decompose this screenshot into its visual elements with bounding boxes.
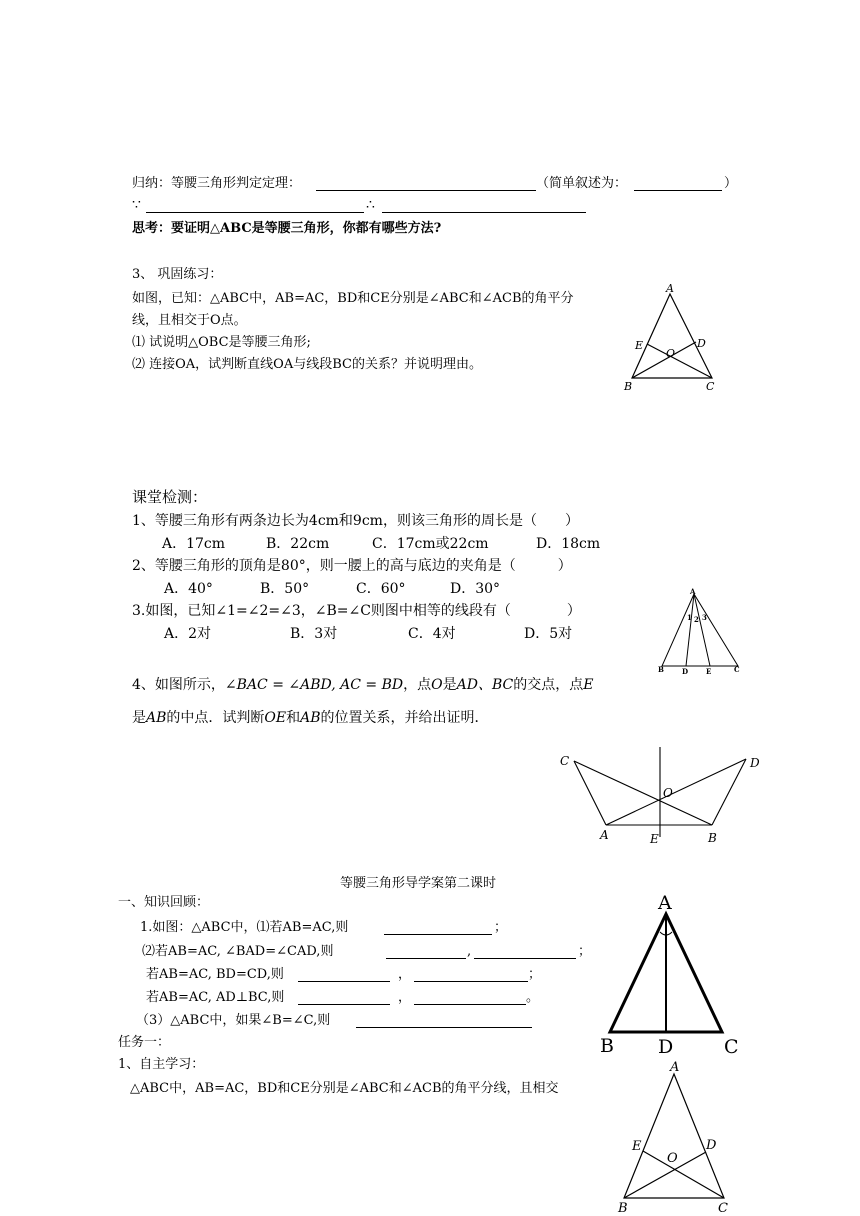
label-b-large: B [600, 1035, 614, 1057]
label-d-2: D [706, 1138, 717, 1153]
check-q3-option-a: A．2对 [164, 626, 212, 642]
segment-bd-2 [624, 1152, 706, 1198]
q4-formula: ∠BAC = ∠ABD, AC = BD [224, 677, 404, 693]
check-q2-option-c: C．60° [356, 581, 406, 597]
review-r2-end: ； [578, 944, 592, 959]
blank-r5 [356, 1027, 532, 1028]
q4-segments: AD、BC [456, 677, 514, 693]
label-o: O [666, 347, 676, 360]
label-d: D [697, 337, 706, 350]
label-e-small: E [706, 667, 712, 676]
check-q4-line2 [132, 711, 489, 725]
practice-q2: ⑵ 连接OA，试判断直线OA与线段BC的关系？并说明理由。 [132, 357, 482, 372]
label-o-2: O [667, 1151, 678, 1166]
segment-cb [574, 761, 712, 825]
label-d-small: D [682, 667, 689, 676]
review-r1: 1.如图：△ABC中，⑴若AB=AC,则 [140, 920, 349, 935]
q4-text-h: 的位置关系，并给出证明． [320, 710, 489, 726]
q4-text-d: 的交点，点 [513, 677, 584, 693]
review-r2: ⑵若AB=AC, ∠BAD=∠CAD,则 [142, 944, 334, 959]
triangle-abc-small [662, 594, 738, 666]
check-q4-line1 [132, 678, 593, 692]
blank-r4b [414, 1004, 526, 1005]
check-q2: 2、等腰三角形的顶角是80°，则一腰上的高与底边的夹角是（ ） [132, 558, 572, 574]
summary-paren-close: ） [724, 176, 738, 191]
review-r3-end: ； [528, 967, 542, 982]
segment-ae [694, 594, 710, 666]
label-c-bowtie: C [560, 754, 570, 768]
q4-segment-ab-2: AB [300, 710, 321, 726]
practice-q1: ⑴ 试说明△OBC是等腰三角形; [132, 335, 311, 350]
triangle-abc-2 [624, 1074, 724, 1198]
blank-short [634, 190, 722, 191]
triangle-bisector-figure-2 [612, 1058, 742, 1214]
blank-r4a [298, 1004, 390, 1005]
label-c-large: C [724, 1036, 739, 1058]
q4-text-a: 4、如图所示， [132, 677, 225, 693]
review-r1-end: ； [494, 920, 508, 935]
q4-text-c: 是 [442, 677, 457, 693]
segment-ca [574, 761, 606, 825]
blank-r2b [474, 958, 576, 959]
label-c-small: C [734, 665, 740, 674]
summary-label: 归纳：等腰三角形判定定理： [132, 176, 302, 191]
segment-da [606, 759, 746, 825]
label-a-large: A [658, 892, 672, 914]
review-r3: 若AB=AC, BD=CD,则 [146, 967, 284, 982]
segment-ad [686, 594, 694, 666]
review-r4-comma: ， [398, 990, 412, 1005]
practice-heading: 3、 巩固练习： [132, 267, 223, 282]
label-o-bowtie: O [663, 786, 673, 800]
segment-ce-2 [643, 1151, 724, 1198]
review-r5: （3）△ABC中，如果∠B=∠C,则 [136, 1013, 331, 1028]
segment-db [712, 759, 746, 825]
review-r4-end: 。 [526, 990, 540, 1005]
q4-segment-ab: AB [146, 710, 167, 726]
bowtie-figure [556, 745, 766, 850]
q4-text-b: ，点 [403, 677, 432, 693]
isosceles-altitude-figure [596, 892, 746, 1057]
blank-r1 [384, 934, 492, 935]
review-r4: 若AB=AC, AD⊥BC,则 [146, 990, 285, 1005]
angle-3-label: 3 [702, 613, 707, 622]
label-a-small: A [690, 587, 696, 596]
label-e-2: E [632, 1139, 642, 1154]
check-q1-option-a: A．17cm [162, 536, 226, 552]
review-r3-comma: ， [398, 967, 412, 982]
check-q1-option-c: C．17cm或22cm [372, 536, 489, 552]
label-a-bowtie: A [600, 828, 609, 842]
q4-text-g: 和 [286, 710, 301, 726]
check-q1-option-d: D．18cm [536, 536, 601, 552]
because-symbol: ∵ [132, 197, 141, 213]
check-q1-option-b: B．22cm [266, 536, 330, 552]
label-a: A [666, 282, 674, 295]
practice-line1: 如图，已知：△ABC中，AB=AC，BD和CE分别是∠ABC和∠ACB的角平分 [132, 291, 574, 306]
task-heading: 任务一： [118, 1035, 171, 1050]
q4-text-e: 是 [132, 710, 146, 726]
self-study-heading: 1、自主学习： [118, 1057, 205, 1072]
think-question: 思考：要证明△ABC是等腰三角形，你都有哪些方法? [132, 221, 442, 236]
label-b-bowtie: B [708, 831, 717, 845]
check-q3-option-d: D．5对 [524, 626, 573, 642]
check-q2-option-d: D．30° [450, 581, 501, 597]
review-heading: 一、知识回顾： [118, 895, 210, 910]
label-e: E [635, 339, 644, 352]
label-a-2: A [670, 1060, 680, 1075]
angle-1-label: 1 [687, 613, 692, 622]
self-study-line: △ABC中，AB=AC，BD和CE分别是∠ABC和∠ACB的角平分线，且相交 [130, 1081, 559, 1096]
check-q2-option-b: B．50° [260, 581, 310, 597]
therefore-symbol: ∴ [366, 197, 375, 213]
q4-text-f: 的中点．试判断 [166, 710, 265, 726]
blank-r2a [386, 958, 466, 959]
q4-point-e: E [583, 677, 594, 693]
blank-r3b [414, 981, 528, 982]
q4-point-o: O [431, 677, 443, 693]
check-q1: 1、等腰三角形有两条边长为4cm和9cm，则该三角形的周长是（ ） [132, 513, 579, 529]
blank-r3a [298, 981, 390, 982]
label-c-2: C [718, 1201, 728, 1216]
blank-therefore [382, 212, 586, 213]
blank-because [146, 212, 364, 213]
check-heading: 课堂检测： [132, 488, 208, 506]
summary-paren-open: （简单叙述为： [536, 176, 628, 191]
label-d-large: D [658, 1036, 674, 1058]
review-r2-comma: , [467, 944, 472, 959]
check-q3-option-b: B．3对 [290, 626, 338, 642]
label-d-bowtie: D [750, 756, 760, 770]
check-q3: 3.如图，已知∠1=∠2=∠3，∠B=∠C则图中相等的线段有（ ） [132, 603, 581, 619]
triangle-bisector-figure [620, 280, 730, 395]
check-q2-option-a: A．40° [164, 581, 213, 597]
angle-2-label: 2 [694, 615, 699, 624]
label-c: C [706, 380, 715, 393]
equal-angles-figure [654, 588, 744, 678]
label-b: B [624, 380, 633, 393]
check-q3-option-c: C．4对 [408, 626, 456, 642]
triangle-abc [632, 294, 712, 378]
lesson2-title: 等腰三角形导学案第二课时 [340, 876, 497, 891]
label-e-bowtie: E [650, 832, 659, 846]
q4-segment-oe: OE [264, 710, 287, 726]
practice-line2: 线，且相交于O点。 [132, 313, 247, 328]
blank-theorem [316, 190, 536, 191]
label-b-small: B [658, 665, 664, 674]
label-b-2: B [618, 1201, 628, 1216]
